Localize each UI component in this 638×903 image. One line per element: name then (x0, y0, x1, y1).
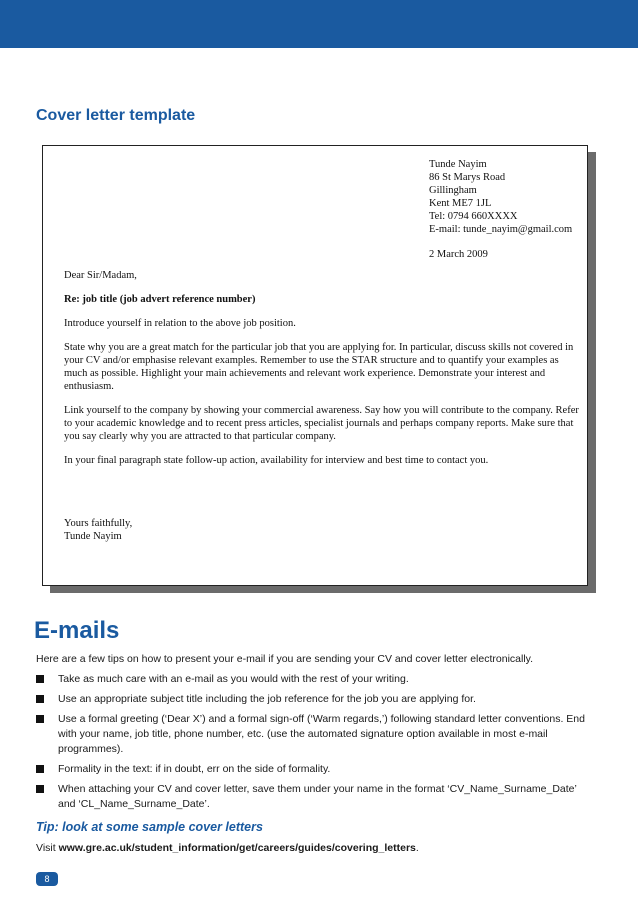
address-email: E-mail: tunde_nayim@gmail.com (429, 224, 573, 235)
tip-text: Take as much care with an e-mail as you would with the rest of your writing. (58, 673, 409, 685)
section-title: Cover letter template (36, 107, 196, 124)
page-number-badge: 8 (36, 872, 58, 886)
sender-address (429, 158, 572, 236)
careers-guide-link[interactable]: www.gre.ac.uk/student_information/get/careers/guides/covering_letters (58, 842, 416, 854)
list-item (36, 712, 596, 757)
list-item (36, 782, 596, 812)
cover-letter-template (42, 145, 588, 586)
closing: Yours faithfully, (64, 518, 133, 529)
letter-paragraph: Introduce yourself in relation to the above job position. (64, 318, 296, 329)
emails-heading: E-mails (34, 617, 120, 644)
signature-name: Tunde Nayim (64, 531, 122, 542)
address-street: 86 St Marys Road (429, 172, 506, 183)
tip-text: Use a formal greeting (‘Dear X’) and a formal sign-off (‘Warm regards,’) following standard letter conventions. End with your name, job title, phone number, etc. (use the automated signature option available in most e-mail programmes). (58, 713, 585, 755)
header-bar (0, 0, 638, 48)
square-bullet-icon (36, 765, 44, 773)
address-phone: Tel: 0794 660XXXX (429, 211, 518, 222)
list-item (36, 692, 596, 707)
square-bullet-icon (36, 785, 44, 793)
address-name: Tunde Nayim (429, 159, 487, 170)
square-bullet-icon (36, 695, 44, 703)
letter-paragraph: State why you are a great match for the particular job that you are applying for. In particular, discuss skills not covered in your CV and/or emphasise relevant examples. Remember to use the STAR structure and to quantify your examples as much as possible. Highlight your main achievements and relevant work experience. Demonstrate your interest and enthusiasm. (64, 342, 574, 392)
sign-off (64, 517, 132, 543)
salutation: Dear Sir/Madam, (64, 270, 137, 281)
square-bullet-icon (36, 715, 44, 723)
tip-text: When attaching your CV and cover letter, save them under your name in the format ‘CV_Name_Surname_Date’ and ‘CL_Name_Surname_Date’. (58, 783, 577, 810)
emails-intro: Here are a few tips on how to present your e-mail if you are sending your CV and cover letter electronically. (36, 653, 534, 665)
re-line: Re: job title (job advert reference number) (64, 294, 256, 305)
list-item (36, 672, 596, 687)
visit-line (36, 842, 419, 854)
letter-paragraph: In your final paragraph state follow-up action, availability for interview and best time to contact you. (64, 455, 489, 466)
email-tips-list (36, 672, 596, 817)
square-bullet-icon (36, 675, 44, 683)
letter-paragraph: Link yourself to the company by showing your commercial awareness. Say how you will contribute to the company. Refer to your academic knowledge and to recent press articles, specialist journals and perhaps company reports. Make sure that you say clearly why you are attracted to that particular company. (64, 405, 579, 442)
list-item (36, 762, 596, 777)
address-town: Gillingham (429, 185, 477, 196)
tip-heading: Tip: look at some sample cover letters (36, 820, 263, 834)
letter-date: 2 March 2009 (429, 249, 488, 260)
visit-suffix: . (415, 842, 419, 854)
letter-body (64, 269, 584, 478)
tip-text: Use an appropriate subject title including the job reference for the job you are applying for. (58, 693, 476, 705)
tip-text: Formality in the text: if in doubt, err on the side of formality. (58, 763, 331, 775)
visit-prefix: Visit (36, 842, 59, 854)
address-county-postcode: Kent ME7 1JL (429, 198, 492, 209)
